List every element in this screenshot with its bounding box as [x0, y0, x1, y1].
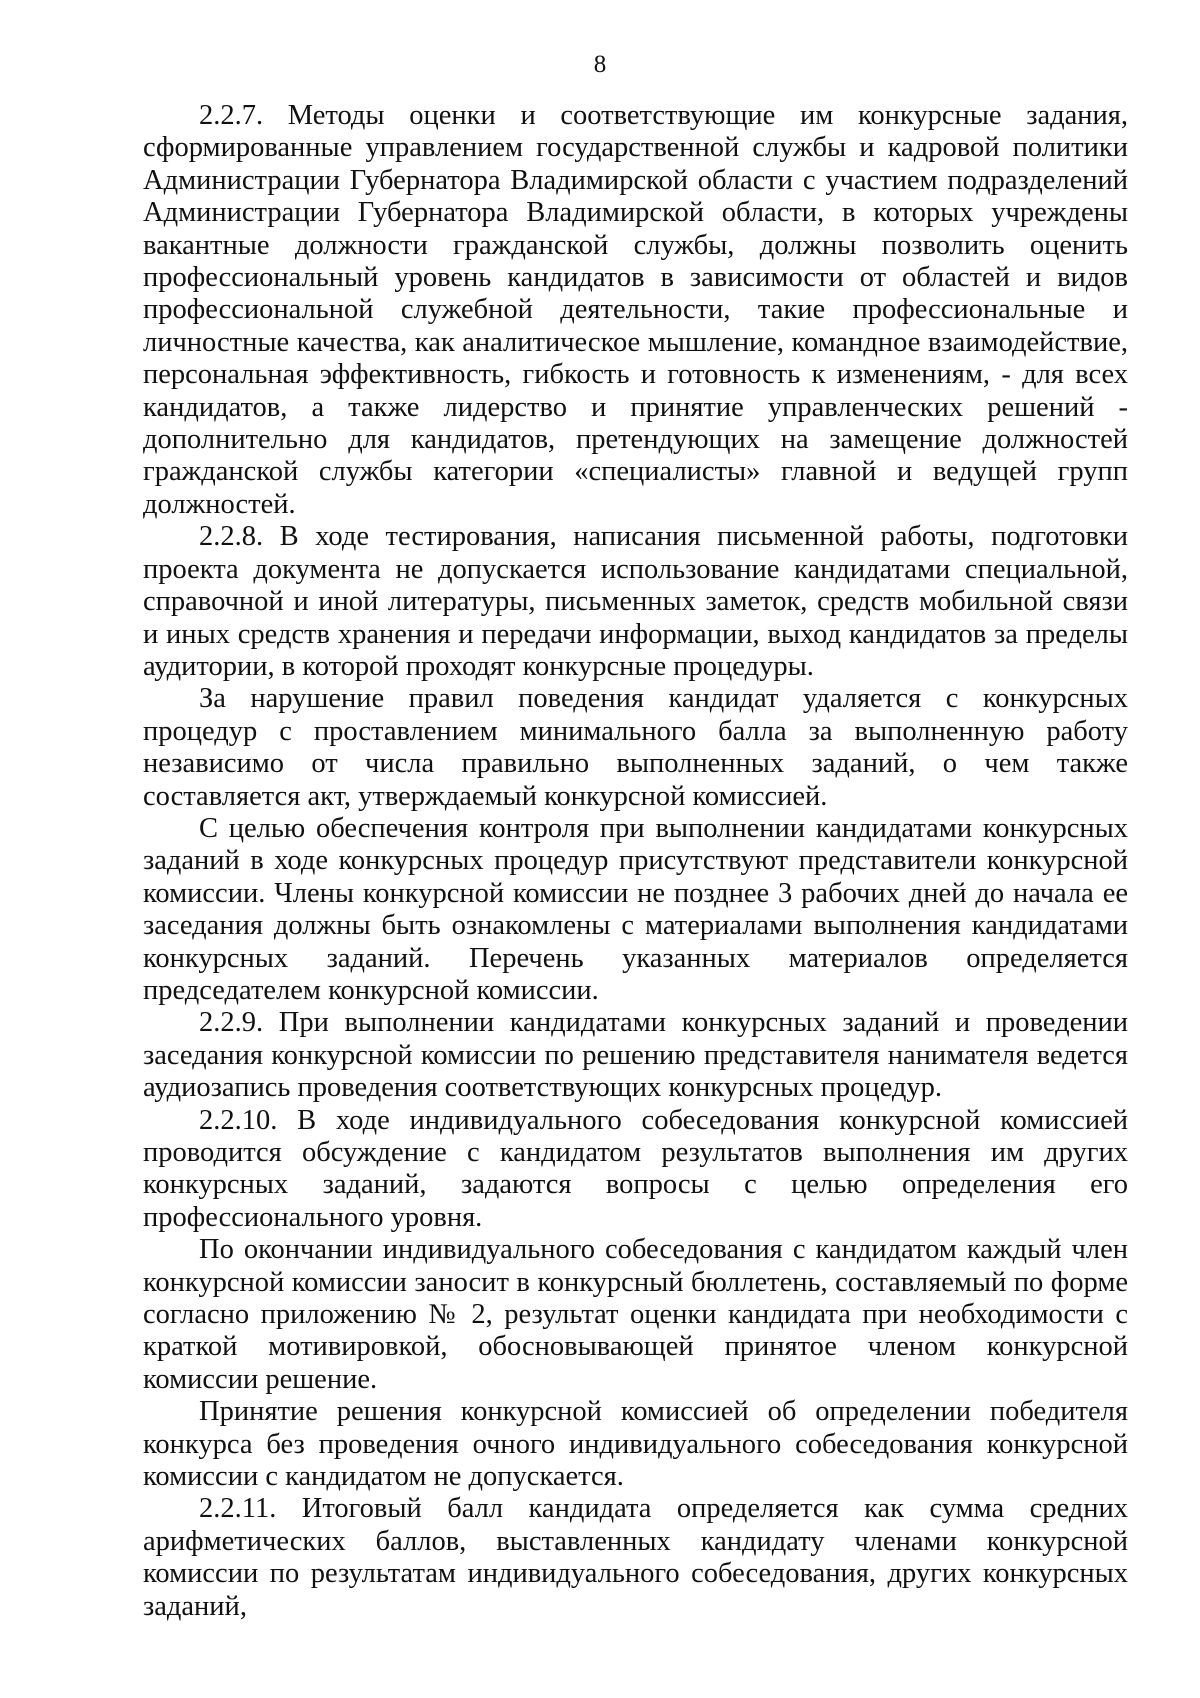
- paragraph-2-2-7: 2.2.7. Методы оценки и соответствующие им конкурсные задания, сформированные управлением государственной службы и кадровой политики Администрации Губернатора Владимирской области с участием подразделений Администрации Губернатора Владимирской области, в которых учреждены вакантные должности гражданской службы, должны позволить оценить профессиональный уровень кандидатов в зависимости от областей и видов профессиональной служебной деятельности, такие профессиональные и личностные качества, как аналитическое мышление, командное взаимодействие, персональная эффективность, гибкость и готовность к изменениям, - для всех кандидатов, а также лидерство и принятие управленческих решений - дополнительно для кандидатов, претендующих на замещение должностей гражданской службы категории «специалисты» главной и ведущей групп должностей.: [143, 100, 1128, 520]
- paragraph-violation-rules: За нарушение правил поведения кандидат удаляется с конкурсных процедур с проставлением минимального балла за выполненную работу независимо от числа правильно выполненных заданий, о чем также составляется акт, утверждаемый конкурсной комиссией.: [143, 683, 1128, 812]
- paragraph-2-2-10: 2.2.10. В ходе индивидуального собеседования конкурсной комиссией проводится обсуждение с кандидатом результатов выполнения им других конкурсных заданий, задаются вопросы с целью определения его профессионального уровня.: [143, 1104, 1128, 1233]
- document-body: [143, 100, 1128, 1623]
- paragraph-2-2-11: 2.2.11. Итоговый балл кандидата определяется как сумма средних арифметических баллов, выставленных кандидату членами конкурсной комиссии по результатам индивидуального собеседования, других конкурсных заданий,: [143, 1493, 1128, 1622]
- paragraph-ballot: По окончании индивидуального собеседования с кандидатом каждый член конкурсной комиссии заносит в конкурсный бюллетень, составляемый по форме согласно приложению № 2, результат оценки кандидата при необходимости с краткой мотивировкой, обосновывающей принятое членом конкурсной комиссии решение.: [143, 1234, 1128, 1395]
- paragraph-2-2-8: 2.2.8. В ходе тестирования, написания письменной работы, подготовки проекта документа не допускается использование кандидатами специальной, справочной и иной литературы, письменных заметок, средств мобильной связи и иных средств хранения и передачи информации, выход кандидатов за пределы аудитории, в которой проходят конкурсные процедуры.: [143, 521, 1128, 682]
- paragraph-interview-required: Принятие решения конкурсной комиссией об определении победителя конкурса без проведения очного индивидуального собеседования конкурсной комиссии с кандидатом не допускается.: [143, 1396, 1128, 1493]
- paragraph-2-2-9: 2.2.9. При выполнении кандидатами конкурсных заданий и проведении заседания конкурсной комиссии по решению представителя нанимателя ведется аудиозапись проведения соответствующих конкурсных процедур.: [143, 1007, 1128, 1104]
- paragraph-control-representatives: С целью обеспечения контроля при выполнении кандидатами конкурсных заданий в ходе конкурсных процедур присутствуют представители конкурсной комиссии. Члены конкурсной комиссии не позднее 3 рабочих дней до начала ее заседания должны быть ознакомлены с материалами выполнения кандидатами конкурсных заданий. Перечень указанных материалов определяется председателем конкурсной комиссии.: [143, 812, 1128, 1006]
- page-number: 8: [593, 51, 607, 78]
